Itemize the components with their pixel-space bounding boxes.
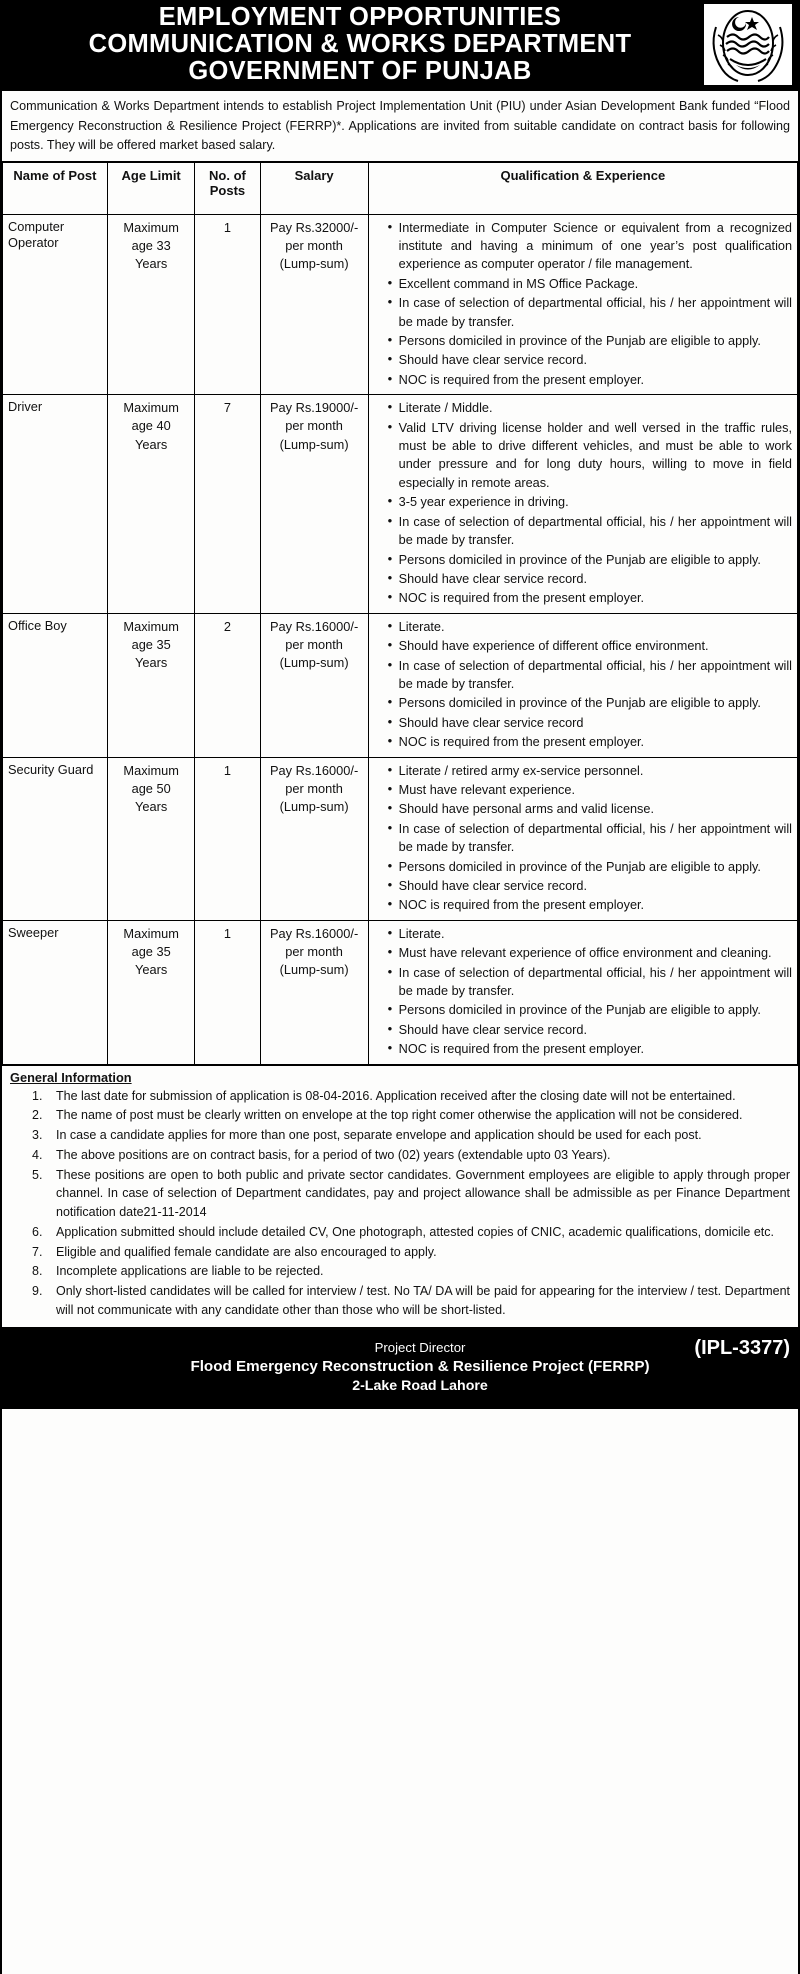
post-name: Security Guard [3,757,108,920]
footer-project-name: Flood Emergency Reconstruction & Resilience Project (FERRP) [190,1357,650,1375]
salary [260,613,368,757]
age-line-1: Maximum [123,219,179,235]
general-information-item: These positions are open to both public and private sector candidates. Government employees are eligible to apply through proper channel. In case of selection of Department candidates, pay and project allowance shall be admissible as per Finance Department notification date21-11-2014 [56,1167,790,1220]
salary [260,395,368,613]
post-name: Office Boy [3,613,108,757]
qualification-item: • NOC is required from the present employer. [388,733,792,751]
salary-line-2: per month [285,636,343,652]
qualification-item: • Should have clear service record [388,714,792,732]
qualification-item: • Literate / retired army ex-service personnel. [388,762,792,780]
age-line-3: Years [135,255,168,271]
qualification-item: • Excellent command in MS Office Package. [388,275,792,293]
age-line-3: Years [135,655,168,671]
no-of-posts: 1 [195,214,260,395]
qualification-item: • Literate. [388,618,792,636]
qualification-cell [368,214,797,395]
qualification-item: • NOC is required from the present employer. [388,371,792,389]
general-information-item: Incomplete applications are liable to be rejected. [56,1264,324,1279]
qualification-list [374,399,792,607]
no-of-posts: 1 [195,920,260,1064]
general-information-item: The last date for submission of application is 08-04-2016. Application received after the closing date will not be entertained. [56,1088,736,1103]
qualification-item: • Valid LTV driving license holder and well versed in the traffic rules, must be able to drive different vehicles, and must be able to work under pressure and for long duty hours, willing to move in field especially in remote areas. [388,419,792,493]
masthead-titles [8,4,698,85]
table-row [3,757,798,920]
age-limit [107,757,194,920]
age-limit [107,920,194,1064]
general-information-list [10,1087,790,1320]
title-line-1: EMPLOYMENT OPPORTUNITIES [158,3,562,31]
table-row [3,214,798,395]
salary-line-2: per month [285,943,343,959]
table-row [3,613,798,757]
qualification-item: • Persons domiciled in province of the Punjab are eligible to apply. [388,332,792,350]
general-information-item: Application submitted should include detailed CV, One photograph, attested copies of CNIC, academic qualifications, domicile etc. [56,1224,775,1239]
qualification-item: • Persons domiciled in province of the Punjab are eligible to apply. [388,858,792,876]
column-header-no-of-posts: No. of Posts [195,162,260,214]
footer-designation: Project Director [374,1340,466,1356]
posts-table [2,162,798,1065]
salary-line-2: per month [285,780,343,796]
salary-line-3: (Lump-sum) [279,798,349,814]
posts-table-body [3,214,798,1064]
age-limit [107,613,194,757]
general-information-item: The name of post must be clearly written on envelope at the top right comer otherwise the application will not be considered. [56,1108,743,1123]
age-line-2: age 35 [131,943,171,959]
qualification-item: • 3-5 year experience in driving. [388,493,792,511]
qualification-item: • Should have clear service record. [388,351,792,369]
qualification-item: • Should have experience of different office environment. [388,637,792,655]
title-line-3: GOVERNMENT OF PUNJAB [188,57,532,86]
age-line-1: Maximum [123,618,179,634]
qualification-list [374,762,792,915]
general-information-item: Eligible and qualified female candidate are also encouraged to apply. [56,1244,437,1259]
salary [260,214,368,395]
column-header-salary: Salary [260,162,368,214]
qualification-item: • In case of selection of departmental official, his / her appointment will be made by transfer. [388,513,792,550]
salary-line-1: Pay Rs.16000/- [270,762,359,778]
post-name: Driver [3,395,108,613]
table-header-row [3,162,798,214]
qualification-item: • Should have clear service record. [388,877,792,895]
qualification-item: • Persons domiciled in province of the Punjab are eligible to apply. [388,694,792,712]
salary-line-3: (Lump-sum) [279,436,349,452]
salary-line-1: Pay Rs.32000/- [270,219,359,235]
salary-line-1: Pay Rs.16000/- [270,925,359,941]
column-header-post: Name of Post [3,162,108,214]
qualification-item: • Persons domiciled in province of the Punjab are eligible to apply. [388,551,792,569]
qualification-item: • Literate. [388,925,792,943]
masthead [2,0,798,91]
qualification-cell [368,920,797,1064]
footer-signature-block [6,1336,794,1396]
no-of-posts: 2 [195,613,260,757]
age-line-3: Years [135,436,168,452]
column-header-qualification: Qualification & Experience [368,162,797,214]
salary-line-3: (Lump-sum) [279,655,349,671]
general-information-item: Only short-listed candidates will be called for interview / test. No TA/ DA will be paid for appearing for the interview / test. Department will not communicate with any candidate other than those who will be short-listed. [56,1284,790,1317]
title-line-2: COMMUNICATION & WORKS DEPARTMENT [88,30,632,59]
age-line-3: Years [135,962,168,978]
post-name: Computer Operator [3,214,108,395]
qualification-item: • NOC is required from the present employer. [388,589,792,607]
salary-line-3: (Lump-sum) [279,255,349,271]
qualification-item: • In case of selection of departmental official, his / her appointment will be made by transfer. [388,657,792,694]
footer-address: 2-Lake Road Lahore [352,1378,488,1395]
no-of-posts: 1 [195,757,260,920]
salary-line-2: per month [285,418,343,434]
intro-paragraph: Communication & Works Department intends to establish Project Implementation Unit (PIU) under Asian Development Bank funded “Flood Emergency Reconstruction & Resilience Project (FERRP)*. Applications are invited from suitable candidate on contract basis for following posts. They will be offered market based salary. [2,91,798,162]
general-information-item: In case a candidate applies for more than one post, separate envelope and application should be used for each post. [56,1128,702,1143]
qualification-item: • In case of selection of departmental official, his / her appointment will be made by transfer. [388,820,792,857]
age-line-1: Maximum [123,762,179,778]
qualification-cell [368,613,797,757]
salary [260,757,368,920]
salary-line-1: Pay Rs.19000/- [270,400,359,416]
column-header-age-limit: Age Limit [107,162,194,214]
age-line-2: age 50 [131,780,171,796]
general-information-item: The above positions are on contract basis, for a period of two (02) years (extendable upto 03 Years). [56,1147,611,1162]
salary-line-1: Pay Rs.16000/- [270,618,359,634]
qualification-item: • NOC is required from the present employer. [388,1040,792,1058]
table-row [3,395,798,613]
qualification-item: • Must have relevant experience. [388,781,792,799]
qualification-item: • Persons domiciled in province of the Punjab are eligible to apply. [388,1001,792,1019]
age-line-2: age 33 [131,237,171,253]
qualification-cell [368,395,797,613]
salary-line-2: per month [285,237,343,253]
age-line-2: age 40 [131,418,171,434]
qualification-item: • Literate / Middle. [388,399,792,417]
qualification-item: • In case of selection of departmental official, his / her appointment will be made by transfer. [388,294,792,331]
qualification-list [374,925,792,1059]
qualification-list [374,618,792,752]
age-line-3: Years [135,798,168,814]
salary [260,920,368,1064]
age-line-1: Maximum [123,400,179,416]
no-of-posts: 7 [195,395,260,613]
age-limit [107,214,194,395]
post-name: Sweeper [3,920,108,1064]
age-line-1: Maximum [123,925,179,941]
qualification-item: • Should have personal arms and valid license. [388,800,792,818]
qualification-cell [368,757,797,920]
qualification-item: • Must have relevant experience of office environment and cleaning. [388,944,792,962]
table-row [3,920,798,1064]
advertisement-reference-number: (IPL-3377) [694,1336,790,1359]
general-information-heading: General Information [10,1069,132,1085]
general-information-section [2,1065,798,1327]
age-line-2: age 35 [131,636,171,652]
qualification-item: • In case of selection of departmental official, his / her appointment will be made by transfer. [388,964,792,1001]
qualification-item: • NOC is required from the present employer. [388,896,792,914]
qualification-item: • Intermediate in Computer Science or equivalent from a recognized institute and having a minimum of one year’s post qualification experience as computer operator / file management. [388,219,792,274]
punjab-government-crest-icon [704,4,792,85]
qualification-list [374,219,792,390]
age-limit [107,395,194,613]
qualification-item: • Should have clear service record. [388,570,792,588]
qualification-item: • Should have clear service record. [388,1021,792,1039]
footer [2,1327,798,1409]
salary-line-3: (Lump-sum) [279,962,349,978]
